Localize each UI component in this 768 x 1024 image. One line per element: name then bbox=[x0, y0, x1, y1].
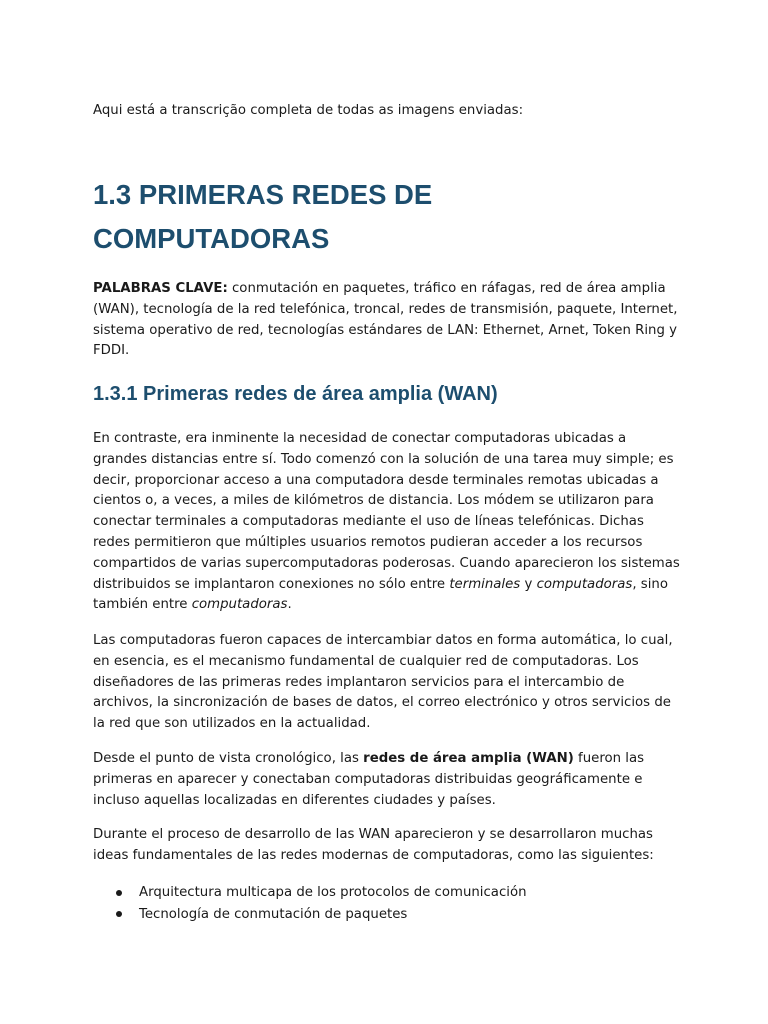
p1-italic-computadoras: computadoras bbox=[536, 576, 633, 592]
section-title-line1: 1.3 PRIMERAS REDES DE bbox=[93, 179, 433, 210]
keywords-label: PALABRAS CLAVE: bbox=[93, 281, 228, 296]
keywords-paragraph bbox=[93, 279, 683, 362]
p3-text-1: Desde el punto de vista cronológico, las bbox=[93, 751, 364, 766]
paragraph-wan-intro bbox=[93, 429, 683, 616]
paragraph-chronology bbox=[93, 749, 683, 811]
section-title bbox=[93, 173, 683, 261]
p1-text-2: y bbox=[520, 576, 537, 592]
intro-text: Aqui está a transcrição completa de todas as imagens enviadas: bbox=[93, 103, 524, 118]
list-item-text: Tecnología de conmutación de paquetes bbox=[139, 906, 408, 922]
p3-text-2: fueron las primeras en aparecer y conectaban computadoras distribuidas geográficamente e incluso aquellas localizadas en diferentes ciudades y países. bbox=[93, 751, 645, 808]
p1-text-3: , sino también entre bbox=[93, 576, 668, 613]
paragraph-data-exchange: Las computadoras fueron capaces de intercambiar datos en forma automática, lo cual, en esencia, es el mecanismo fundamental de cualquier red de computadoras. Los diseñadores de las primeras redes implantaron servicios para el intercambio de archivos, la sincronización de bases de datos, el correo electrónico y otros servicios de la red que son utilizados en la actualidad. bbox=[93, 633, 673, 732]
p1-italic-computadoras-2: computadoras bbox=[191, 597, 288, 613]
bullet-list bbox=[93, 882, 683, 925]
list-item bbox=[93, 882, 683, 904]
keywords-text: conmutación en paquetes, tráfico en ráfagas, red de área amplia (WAN), tecnología de la red telefónica, troncal, redes de transmisión, paquete, Internet, sistema operativo de red, tecnologías estándares de LAN: Ethernet, Arnet, Token Ring y FDDI. bbox=[93, 281, 678, 359]
list-item bbox=[93, 904, 683, 926]
p3-bold-wan: redes de área amplia (WAN) bbox=[363, 751, 574, 766]
p1-text-4: . bbox=[287, 597, 292, 613]
p1-italic-terminales: terminales bbox=[449, 576, 521, 592]
paragraph-development: Durante el proceso de desarrollo de las WAN aparecieron y se desarrollaron muchas ideas fundamentales de las redes modernas de computadoras, como las siguientes: bbox=[93, 827, 654, 863]
section-title-line2: COMPUTADORAS bbox=[93, 223, 330, 254]
list-item-text: Arquitectura multicapa de los protocolos de comunicación bbox=[139, 885, 527, 900]
bullet-icon bbox=[116, 911, 122, 917]
p1-text-1: En contraste, era inminente la necesidad de conectar computadoras ubicadas a grandes distancias entre sí. Todo comenzó con la solución de una tarea muy simple; es decir, proporcionar acceso a una computadora desde terminales remotas ubicadas a cientos o, a veces, a miles de kilómetros de distancia. Los módem se utilizaron para conectar terminales a computadoras mediante el uso de líneas telefónicas. Dichas redes permitieron que múltiples usuarios remotos pudieran acceder a los recursos compartidos de varias supercomputadoras poderosas. Cuando aparecieron los sistemas distribuidos se implantaron conexiones no sólo entre bbox=[93, 431, 680, 592]
bullet-icon bbox=[116, 890, 122, 896]
subsection-title: 1.3.1 Primeras redes de área amplia (WAN) bbox=[93, 383, 498, 405]
